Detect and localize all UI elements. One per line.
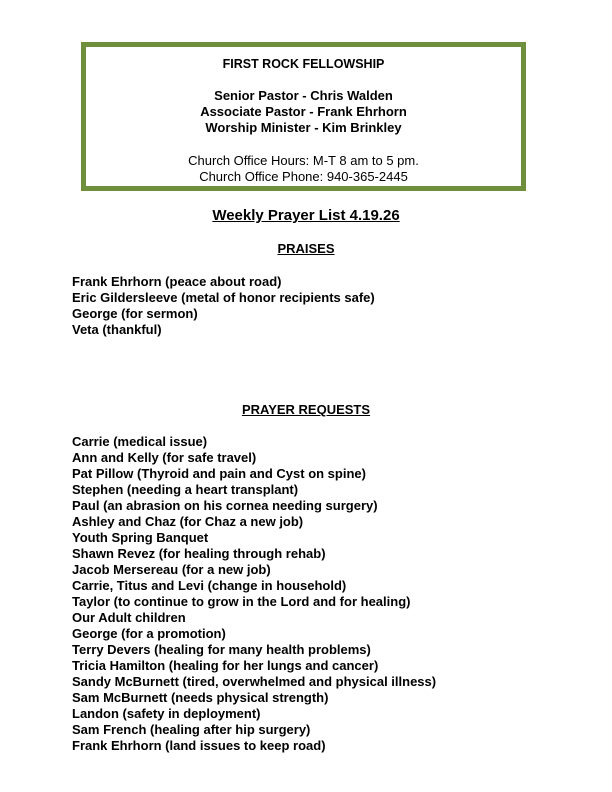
list-item: George (for sermon) [72,306,198,321]
prayer-requests-heading: PRAYER REQUESTS [241,402,371,417]
associate-pastor: Associate Pastor - Frank Ehrhorn [200,104,407,119]
list-item: Tricia Hamilton (healing for her lungs and cancer) [72,658,379,673]
list-item: Taylor (to continue to grow in the Lord and for healing) [72,594,411,609]
list-item: Ann and Kelly (for safe travel) [72,450,257,465]
list-item: Veta (thankful) [72,322,162,337]
office-info [86,153,521,185]
list-item: Landon (safety in deployment) [72,706,261,721]
list-item: Sam McBurnett (needs physical strength) [72,690,329,705]
list-item: Sandy McBurnett (tired, overwhelmed and physical illness) [72,674,437,689]
list-item: Shawn Revez (for healing through rehab) [72,546,326,561]
list-item: Our Adult children [72,610,186,625]
list-item: Eric Gildersleeve (metal of honor recipients safe) [72,290,375,305]
church-header-box [81,42,526,191]
church-name: FIRST ROCK FELLOWSHIP [222,57,385,71]
list-item: Carrie (medical issue) [72,434,208,449]
praises-list [72,274,375,338]
list-item: George (for a promotion) [72,626,226,641]
list-item: Terry Devers (healing for many health problems) [72,642,371,657]
list-item: Paul (an abrasion on his cornea needing surgery) [72,498,378,513]
list-item: Stephen (needing a heart transplant) [72,482,299,497]
list-item: Youth Spring Banquet [72,530,209,545]
staff-list [86,88,521,136]
prayer-requests-list [72,434,436,754]
worship-minister: Worship Minister - Kim Brinkley [205,120,402,135]
list-item: Carrie, Titus and Levi (change in household) [72,578,347,593]
prayer-list-title: Weekly Prayer List 4.19.26 [212,207,400,224]
office-phone: Church Office Phone: 940-365-2445 [199,169,408,184]
praises-heading: PRAISES [277,241,335,256]
list-item: Pat Pillow (Thyroid and pain and Cyst on spine) [72,466,366,481]
list-item: Frank Ehrhorn (land issues to keep road) [72,738,326,753]
list-item: Jacob Mersereau (for a new job) [72,562,271,577]
senior-pastor: Senior Pastor - Chris Walden [214,88,393,103]
list-item: Frank Ehrhorn (peace about road) [72,274,282,289]
office-hours: Church Office Hours: M-T 8 am to 5 pm. [188,153,419,168]
list-item: Ashley and Chaz (for Chaz a new job) [72,514,304,529]
list-item: Sam French (healing after hip surgery) [72,722,311,737]
